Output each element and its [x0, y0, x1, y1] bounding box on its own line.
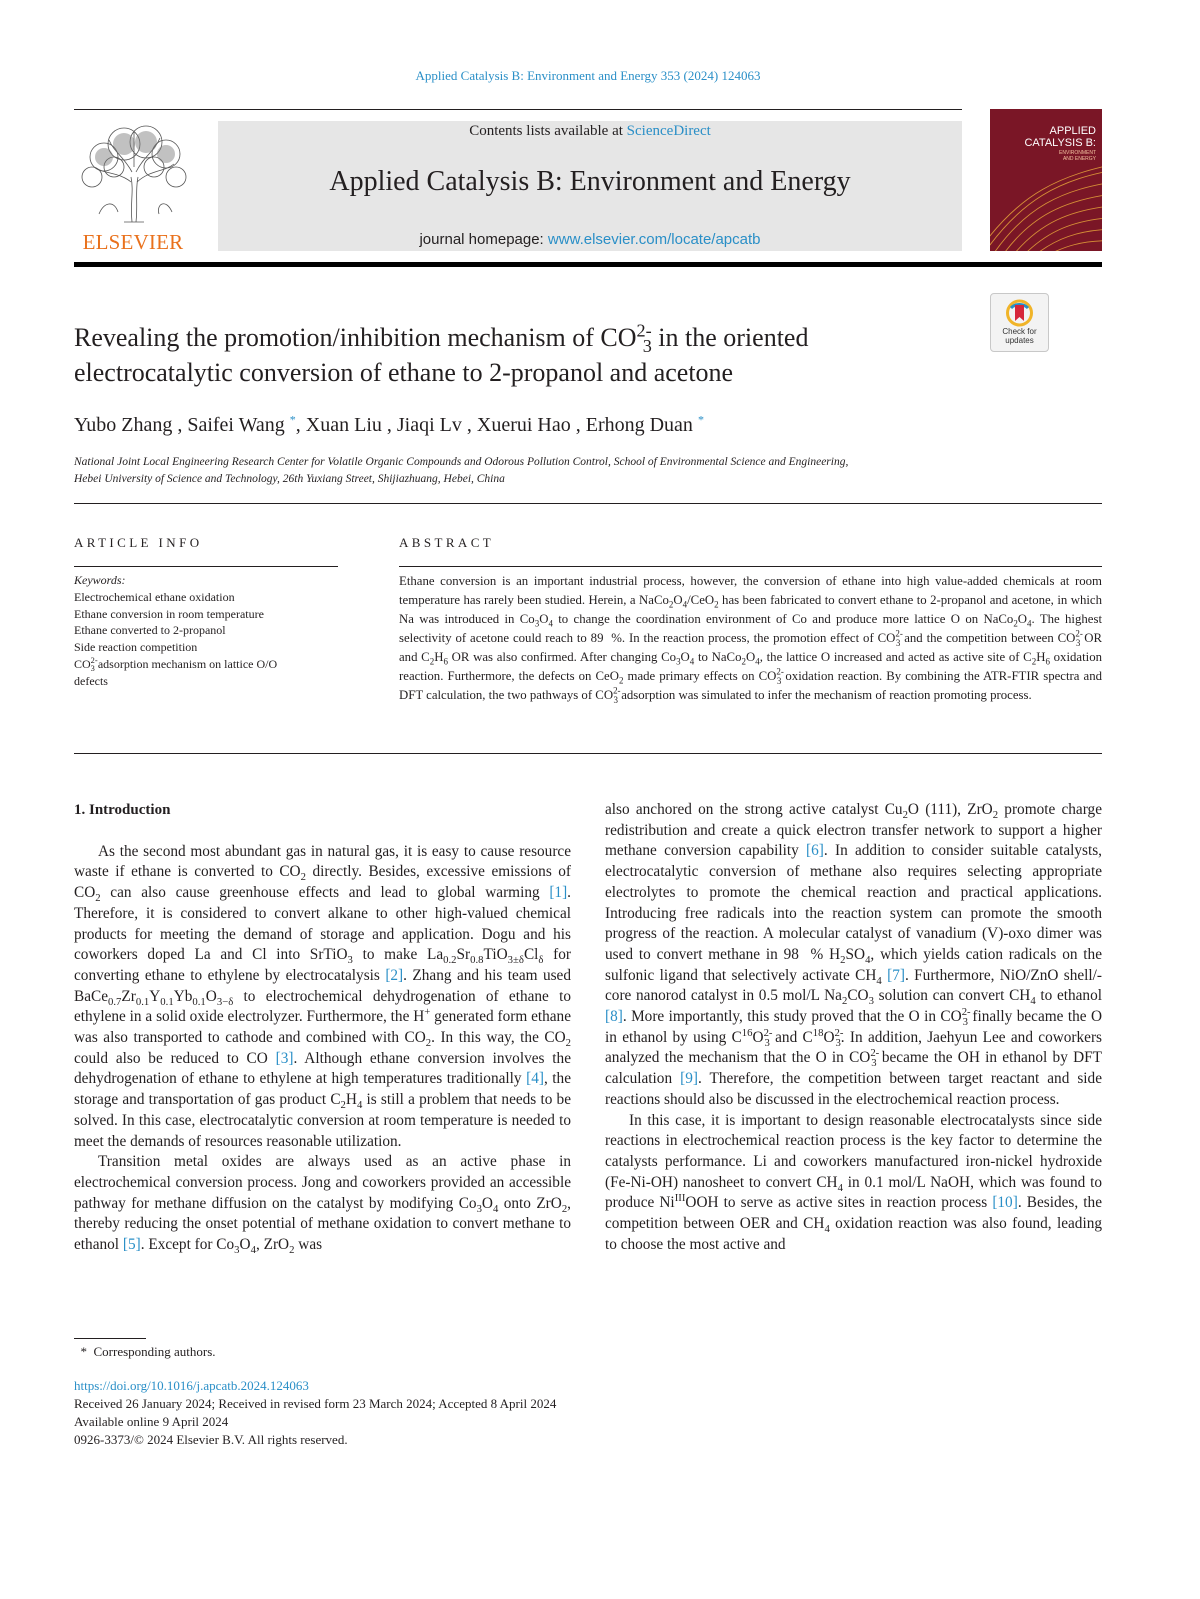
footnote-rule: [74, 1338, 146, 1339]
citation-link[interactable]: [2]: [385, 966, 404, 984]
corresponding-mark[interactable]: *: [697, 412, 704, 427]
check-updates-label: Check for updates: [1002, 327, 1037, 345]
homepage-link[interactable]: www.elsevier.com/locate/apcatb: [547, 231, 761, 248]
keyword: Side reaction competition: [74, 640, 198, 655]
abstract-text: Ethane conversion is an important industrial process, however, the conversion of ethane into high value-added chemicals at room temperature has rarely been studied. Herein, a $NaCo_2O_4/CeO_2$ has been fabricated to convert ethane to 2-propanol and acetone, in which Na was introduced in $Co_3O_4$ to change the coordination environment of Co and produce more lattice O on $NaCo_2O_4$. The highest selectivity of acetone could reach to 89 %. In the reaction process, the promotion effect of $CO^{2-}_3$ and the competition between $CO^{2-}_3$ OR and $C_2H_6$ OR was also confirmed. After changing $Co_3O_4$ to $NaCo_2O_4$, the lattice O increased and acted as active site of $C_2H_6$ oxidation reaction. Furthermore, the defects on CeO$_2$ made primary effects on $CO^{2-}_3$ oxidation reaction. By combining the ATR-FTIR spectra and DFT calculation, the two pathways of $CO^{2-}_3$ adsorption was simulated to infer the mechanism of reaction promoting process.: [399, 574, 1102, 705]
keyword: $CO^{2-}_3$ adsorption mechanism on lattice O/O: [74, 655, 278, 674]
journal-banner: [218, 121, 962, 251]
elsevier-logo[interactable]: [74, 122, 194, 254]
available-online: Available online 9 April 2024: [74, 1414, 229, 1429]
sciencedirect-link[interactable]: ScienceDirect: [626, 123, 711, 139]
citation-link[interactable]: [1]: [549, 884, 568, 902]
header-rule: [74, 109, 962, 110]
citation-link[interactable]: [9]: [680, 1070, 698, 1088]
tree-icon: [74, 122, 194, 226]
author-name[interactable]: Yubo Zhang: [74, 414, 173, 436]
article-info-rule: [74, 566, 338, 567]
abstract-end-rule: [74, 753, 1102, 754]
journal-reference-link[interactable]: Applied Catalysis B: Environment and Energy 353 (2024) 124063: [415, 68, 761, 83]
article-info-heading: ARTICLE INFO: [74, 535, 203, 550]
abstract-rule: [399, 566, 1102, 567]
cover-title: APPLIED CATALYSIS B:: [1024, 125, 1096, 149]
paragraph: As the second most abundant gas in natural gas, it is easy to cause resource waste if ethane is converted to $CO_2$ directly. Besides, excessive emissions of $CO_2$ can also cause greenhouse effects and lead to global warming [1]. Therefore, it is considered to convert alkane to other high-valued chemical products for meeting the demand of storage and application. Dogu and his coworkers doped La and Cl into SrTiO$_3$ to make $La_{0.2}Sr_{0.8}TiO_{3\pm\delta}Cl_\delta$ for converting ethane to ethylene by electrocatalysis [2]. Zhang and his team used $BaCe_{0.7}Zr_{0.1}Y_{0.1}Yb_{0.1}O_{3-\delta}$ to electrochemical dehydrogenation of ethane to ethylene in a solid oxide electrolyzer. Furthermore, the H+ generated form ethane was also transported to cathode and combined with $CO_2$. In this way, the $CO_2$ could also be reduced to CO [3]. Although ethane conversion involves the dehydrogenation of ethane to ethylene at high temperatures traditionally [4], the storage and transportation of gas product $C_2H_4$ is still a problem that needs to be solved. In this case, electrocatalytic conversion at room temperature is needed to meet the demands of resources reasonable utilization.: [74, 842, 572, 1150]
keywords-list: [74, 572, 338, 690]
body-column-left: [74, 800, 571, 1256]
paragraph: Transition metal oxides are always used as an active phase in electrochemical conversion process. Jong and coworkers provided an accessible pathway for methane diffusion on the catalyst by modifying $Co_3O_4$ onto ZrO$_2$, thereby reducing the onset potential of methane oxidation to convert methane to ethanol [5]. Except for $Co_3O_4$, ZrO$_2$ was: [74, 1153, 571, 1257]
corresponding-mark[interactable]: *: [289, 412, 296, 427]
author-list: Yubo Zhang , Saifei Wang *, Xuan Liu , Jiaqi Lv , Xuerui Hao , Erhong Duan *: [74, 412, 704, 436]
abstract-heading: ABSTRACT: [399, 535, 495, 550]
author-name[interactable]: Saifei Wang: [187, 414, 285, 436]
citation-link[interactable]: [7]: [887, 966, 905, 984]
header-thick-rule: [74, 262, 1102, 267]
keyword: Ethane converted to 2-propanol: [74, 623, 226, 638]
citation-link[interactable]: [5]: [122, 1236, 141, 1254]
citation-link[interactable]: [6]: [806, 842, 824, 860]
homepage-line: journal homepage: www.elsevier.com/locate/apcatb: [419, 231, 761, 248]
citation-link[interactable]: [4]: [526, 1070, 544, 1088]
article-metadata: [74, 1377, 874, 1449]
keywords-label: Keywords:: [74, 573, 126, 587]
doi-link[interactable]: https://doi.org/10.1016/j.apcatb.2024.124063: [74, 1378, 309, 1393]
copyright: 0926-3373/© 2024 Elsevier B.V. All rights reserved.: [74, 1432, 348, 1447]
check-updates-icon: [991, 296, 1048, 330]
paragraph: In this case, it is important to design reasonable electrocatalysts since side reactions in electrochemical reaction process is the key factor to determine the catalysts performance. Li and coworkers manufactured iron-nickel hydroxide (Fe-Ni-OH) nanosheet to convert $CH_4$ in 0.1 mol/L NaOH, which was found to produce $Ni^{III}OOH$ to serve as active sites in reaction process [10]. Besides, the competition between OER and $CH_4$ oxidation reaction was also found, leading to choose the most active and: [605, 1111, 1103, 1253]
citation-link[interactable]: [3]: [275, 1049, 294, 1067]
article-title: Revealing the promotion/inhibition mechanism of $CO^{2-}_3$ in the oriented electrocatalytic conversion of ethane to 2-propanol and acetone: [74, 320, 809, 387]
affiliation: National Joint Local Engineering Research Center for Volatile Organic Compounds and Odorous Pollution Control, School of Environmental Science and Engineering, Hebei University of Science and Technology, 26th Yuxiang Street, Shijiazhuang, Hebei, China: [74, 456, 849, 485]
author-name[interactable]: Xuerui Hao: [476, 414, 571, 436]
author-name[interactable]: Xuan Liu: [305, 414, 382, 436]
keyword: Electrochemical ethane oxidation: [74, 589, 235, 604]
keyword: defects: [74, 673, 108, 688]
corresponding-footnote: * Corresponding authors.: [74, 1344, 216, 1359]
received-dates: Received 26 January 2024; Received in revised form 23 March 2024; Accepted 8 April 2024: [74, 1396, 557, 1411]
citation-link[interactable]: [10]: [992, 1194, 1018, 1212]
citation-link[interactable]: [8]: [605, 1008, 623, 1026]
journal-cover-thumbnail[interactable]: [990, 109, 1102, 251]
journal-title: Applied Catalysis B: Environment and Energy: [329, 166, 851, 197]
body-column-right: [605, 800, 1102, 1255]
author-name[interactable]: Jiaqi Lv: [396, 414, 462, 436]
paragraph: also anchored on the strong active catalyst $Cu_2O$ (111), ZrO$_2$ promote charge redistribution and create a quick electron transfer network to support a higher methane conversion capability [6]. In addition to consider suitable catalysts, electrocatalytic conversion of methane also requires selecting appropriate electrolytes to promote the chemical reaction and practical applications. Introducing free radicals into the reaction system can promote the smooth progress of the reaction. A molecular catalyst of vanadium (V)-oxo dimer was used to convert methane in 98 % $H_2SO_4$, which yields cation radicals on the sulfonic ligand that selectively activate $CH_4$ [7]. Furthermore, NiO/ZnO shell/-core nanorod catalyst in 0.5 mol/L $Na_2CO_3$ solution can convert $CH_4$ to ethanol [8]. More importantly, this study proved that the O in $CO^{2-}_3$ finally became the O in ethanol by using $C^{16}O^{2-}_3$ and $C^{18}O^{2-}_3$. In addition, Jaehyun Lee and coworkers analyzed the mechanism that the O in $CO^{2-}_3$ became the OH in ethanol by DFT calculation [9]. Therefore, the competition between target reactant and side reactions should also be discussed in the electrochemical reaction process.: [605, 801, 1103, 1108]
author-name[interactable]: Erhong Duan: [585, 414, 693, 436]
cover-subtitle: ENVIRONMENT AND ENERGY: [1059, 150, 1096, 162]
check-for-updates-button[interactable]: [990, 293, 1049, 352]
keyword: Ethane conversion in room temperature: [74, 606, 264, 621]
title-rule: [74, 503, 1102, 504]
elsevier-wordmark: ELSEVIER: [82, 230, 184, 254]
section-heading-introduction: 1. Introduction: [74, 802, 171, 818]
contents-line: Contents lists available at ScienceDirect: [469, 123, 711, 139]
